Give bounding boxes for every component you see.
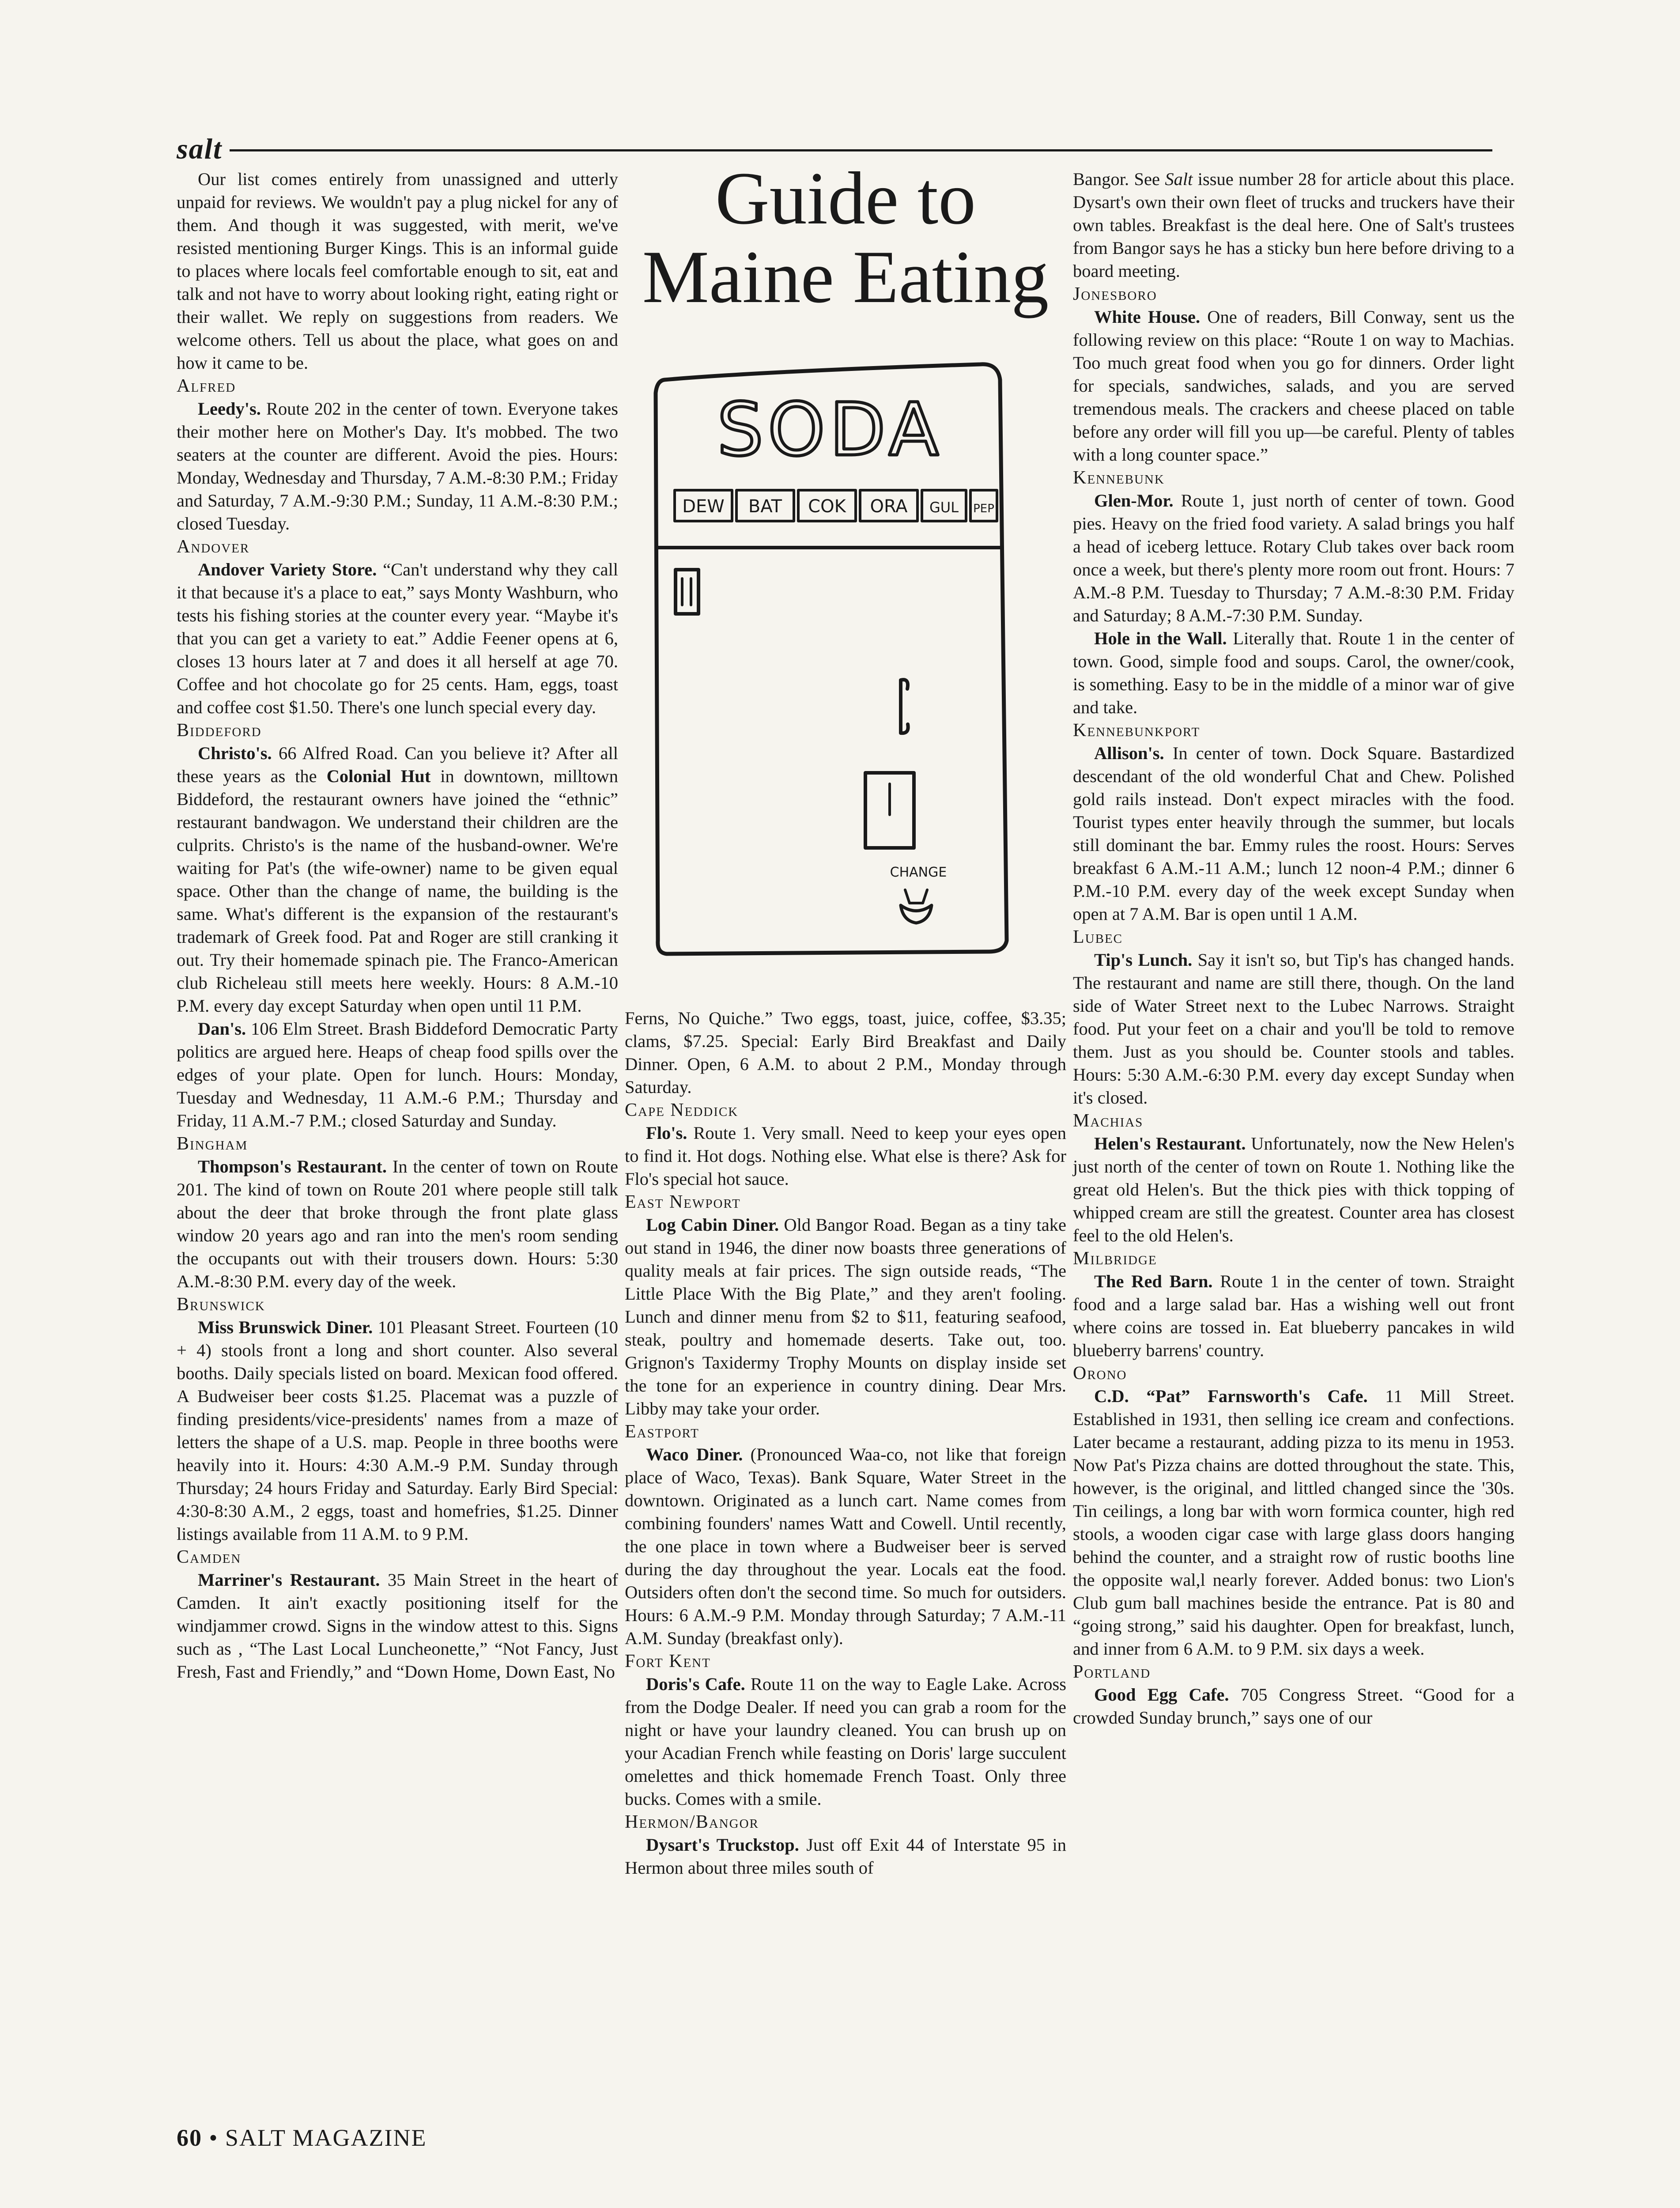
town-heading: Camden bbox=[177, 1547, 242, 1567]
listing-text: “Can't understand why they call it that because it's a place to eat,” says Monty Washburn, who tests his fishing stories at the counter every year. “Maybe it's that you can get a variety to eat.” Addie Feener opens at 6, closes 13 hours later at 7 and does it all herself at age 70. Coffee and hot chocolate go for 25 cents. Ham, eggs, toast and coffee cost $1.50. There's one lunch special every day. bbox=[177, 560, 618, 717]
listing bbox=[625, 1834, 1066, 1879]
restaurant-name: Flo's. bbox=[646, 1123, 687, 1143]
soda-sign-text: SODA bbox=[717, 387, 943, 472]
column-2 bbox=[625, 1007, 1066, 1879]
listing-continued bbox=[1073, 168, 1514, 283]
page-title bbox=[631, 159, 1060, 316]
slot-label: COK bbox=[808, 496, 846, 517]
listing bbox=[1073, 306, 1514, 466]
restaurant-name: Hole in the Wall. bbox=[1094, 628, 1227, 648]
listing bbox=[177, 1316, 618, 1546]
restaurant-name: Leedy's. bbox=[198, 399, 261, 419]
listing-text: in downtown, milltown Biddeford, the restaurant owners have joined the “ethnic” restaurant bandwagon. We understand their children are the culprits. Christo's is the name of the husband-owner. We're waiting for Pat's (the wife-owner) name to be given equal space. Other than the change of name, the building is the same. What's different is the expansion of the restaurant's trademark of Greek food. Pat and Roger are still cranking it out. Try their homemade spinach pie. The Franco-American club Richeleau still meets here weekly. Hours: 8 A.M.-10 P.M. every day except Saturday when open until 11 P.M. bbox=[177, 766, 618, 1016]
listing-text: One of readers, Bill Conway, sent us the following review on this place: “Route 1 on way to Machias. Too much great food when you go for dinners. Order light for specials, sandwiches, salads, and you are served tremendous meals. The crackers and cheese placed on table before any order will fill you up—be careful. Plenty of tables with a long counter space.” bbox=[1073, 307, 1514, 465]
listing-continued: Ferns, No Quiche.” Two eggs, toast, juice, coffee, $3.35; clams, $7.25. Special: Early Bird Breakfast and Daily Dinner. Open, 6 A.M. to about 2 P.M., Monday through Saturday. bbox=[625, 1008, 1066, 1097]
listing bbox=[1073, 742, 1514, 926]
listing-text: Bangor. See bbox=[1073, 169, 1165, 189]
listing bbox=[625, 1214, 1066, 1420]
restaurant-name: Christo's. bbox=[198, 743, 272, 763]
town-heading: Kennebunkport bbox=[1073, 720, 1201, 741]
listing-text: (Pronounced Waa-co, not like that foreign place of Waco, Texas). Bank Square, Water Street in the downtown. Originated as a lunch cart. Name comes from combining founders' names Watt and Cowell. Until recently, the one place in town where a Budweiser beer is served during the day throughout the year. Locals eat the food. Outsiders often don't the second time. So much for outsiders. Hours: 6 A.M.-9 P.M. Monday through Saturday; 7 A.M.-11 A.M. Sunday (breakfast only). bbox=[625, 1444, 1067, 1648]
masthead: salt bbox=[177, 133, 223, 165]
listing bbox=[1073, 1683, 1514, 1729]
restaurant-name: Dysart's Truckstop. bbox=[646, 1835, 799, 1855]
restaurant-name: Tip's Lunch. bbox=[1094, 950, 1193, 970]
slot-label: PEP bbox=[973, 502, 994, 515]
town-heading: Brunswick bbox=[177, 1294, 265, 1315]
listing-text: Route 1. Very small. Need to keep your eyes open to find it. Hot dogs. Nothing else. What else is there? Ask for Flo's special hot sauce. bbox=[625, 1123, 1066, 1189]
listing bbox=[177, 742, 618, 1017]
listing bbox=[1073, 1385, 1514, 1660]
page-number: 60 bbox=[177, 2125, 202, 2151]
listing-text: 705 Congress Street. “Good for a crowded Sunday brunch,” says one of our bbox=[1073, 1685, 1515, 1728]
slot-label: BAT bbox=[748, 496, 782, 517]
listing bbox=[177, 397, 618, 535]
listing bbox=[177, 558, 618, 719]
listing-text: Just off Exit 44 of Interstate 95 in Hermon about three miles south of bbox=[625, 1835, 1066, 1878]
town-heading: Bingham bbox=[177, 1134, 248, 1154]
listing bbox=[1073, 1132, 1514, 1247]
publication-name: SALT MAGAZINE bbox=[225, 2125, 427, 2151]
listing bbox=[177, 1155, 618, 1293]
listing bbox=[1073, 489, 1514, 627]
listing-text: Literally that. Route 1 in the center of town. Good, simple food and soups. Carol, the owner/cook, is something. Easy to be in the middle of a minor war of give and take. bbox=[1073, 628, 1514, 717]
listing-text: 11 Mill Street. Established in 1931, then selling ice cream and confections. Later became a restaurant, adding pizza to its menu in 1953. Now Pat's Pizza chains are dotted throughout the state. This, however, is the original, and littled changed since the '30s. Tin ceilings, a long bar with worn formica counter, high red stools, a wooden cigar case with large glass doors hanging behind the counter, and a straight row of rustic booths line the opposite wal,l nearly forever. Added bonus: two Lion's Club gum ball machines beside the entrance. Pat is 80 and “going strong,” said his daughter. Open for breakfast, lunch, and inner from 6 A.M. to 9 P.M. six days a week. bbox=[1073, 1386, 1514, 1659]
listing-text: Say it isn't so, but Tip's has changed hands. The restaurant and name are still there, though. On the land side of Water Street next to the Lubec Narrows. Straight food. Put your feet on a chair and you'll be told to remove them. Just as you should be. Counter stools and tables. Hours: 5:30 A.M.-6:30 P.M. every day except Sunday when it's closed. bbox=[1073, 950, 1514, 1108]
soda-machine-illustration bbox=[636, 353, 1060, 972]
publication-name: Salt bbox=[1165, 169, 1193, 189]
intro-paragraph: Our list comes entirely from unassigned and utterly unpaid for reviews. We wouldn't pay a plug nickel for any of them. And though it was suggested, with merit, we've resisted mentioning Burger Kings. This is an informal guide to places where locals feel comfortable enough to sit, eat and talk and not have to worry about looking right, eating right or their wallet. We reply on suggestions from readers. We welcome others. Tell us about the place, what goes on and how it came to be. bbox=[177, 169, 618, 373]
restaurant-name: Glen-Mor. bbox=[1094, 491, 1174, 510]
listing bbox=[625, 1673, 1066, 1811]
restaurant-name: C.D. “Pat” Farnsworth's Cafe. bbox=[1094, 1386, 1368, 1406]
town-heading: East Newport bbox=[625, 1192, 741, 1212]
change-label: CHANGE bbox=[890, 865, 947, 880]
listing-text: In the center of town on Route 201. The kind of town on Route 201 where people still talk about the deer that broke through the front plate glass window 20 years ago and ran into the men's room sending the occupants out with their trousers down. Hours: 5:30 A.M.-8:30 P.M. every day of the week. bbox=[177, 1157, 618, 1291]
listing bbox=[1073, 1270, 1514, 1362]
title-line-1: Guide to bbox=[715, 157, 976, 240]
slot-label: GUL bbox=[929, 499, 959, 516]
slot-label: DEW bbox=[682, 496, 725, 517]
listing bbox=[625, 1443, 1066, 1650]
listing-text: issue number 28 for article about this place. Dysart's own their own fleet of trucks and truckers have their own tables. Breakfast is the deal here. One of Salt's trustees from Bangor says he has a sticky bun here before driving to a board meeting. bbox=[1073, 169, 1514, 281]
listing bbox=[1073, 627, 1514, 719]
listing-text: Route 1 in the center of town. Straight food and a large salad bar. Has a wishing well out front where coins are tossed in. Eat blueberry pancakes in wild blueberry barrens' country. bbox=[1073, 1271, 1514, 1360]
town-heading: Cape Neddick bbox=[625, 1100, 739, 1120]
restaurant-name: Thompson's Restaurant. bbox=[198, 1157, 387, 1176]
listing-text: In center of town. Dock Square. Bastardized descendant of the old wonderful Chat and Chew. Polished gold rails instead. Don't expect miracles with the food. Tourist types enter heavily through the summer, but locals still dominant the bar. Emmy rules the roost. Hours: Serves breakfast 6 A.M.-11 A.M.; lunch 12 noon-4 P.M.; dinner 6 P.M.-10 P.M. every day of the week except Sunday when open at 7 A.M. Bar is open until 1 A.M. bbox=[1073, 743, 1514, 924]
title-line-2: Maine Eating bbox=[642, 235, 1049, 318]
column-3 bbox=[1073, 168, 1514, 1729]
listing-text: 35 Main Street in the heart of Camden. It ain't exactly positioning itself for the windjammer crowd. Signs in the window attest to this. Signs such as , “The Last Local Luncheonette,” “Not Fancy, Just Fresh, Fast and Friendly,” and “Down Home, Down East, No bbox=[177, 1570, 618, 1682]
restaurant-name: Allison's. bbox=[1094, 743, 1164, 763]
listing bbox=[1073, 949, 1514, 1109]
restaurant-name: Doris's Cafe. bbox=[646, 1674, 745, 1694]
town-heading: Kennebunk bbox=[1073, 468, 1165, 488]
town-heading: Milbridge bbox=[1073, 1248, 1157, 1269]
restaurant-name: Colonial Hut bbox=[326, 766, 431, 786]
listing-text: 106 Elm Street. Brash Biddeford Democratic Party politics are argued here. Heaps of cheap food spills over the edges of your plate. Open for lunch. Hours: Monday, Tuesday and Wednesday, 11 A.M.-6 P.M.; Thursday and Friday, 11 A.M.-7 P.M.; closed Saturday and Sunday. bbox=[177, 1019, 618, 1130]
listing-text: Route 1, just north of center of town. Good pies. Heavy on the fried food variety. A salad brings you half a head of iceberg lettuce. Rotary Club takes over back room once a week, but there's plenty more room out front. Hours: 7 A.M.-8 P.M. Tuesday to Thursday; 7 A.M.-8:30 P.M. Friday and Saturday; 8 A.M.-7:30 P.M. Sunday. bbox=[1073, 491, 1514, 625]
town-heading: Eastport bbox=[625, 1422, 699, 1442]
restaurant-name: Marriner's Restaurant. bbox=[198, 1570, 380, 1590]
town-heading: Jonesboro bbox=[1073, 284, 1157, 304]
slot-label: ORA bbox=[870, 496, 908, 517]
listing bbox=[625, 1122, 1066, 1191]
column-1 bbox=[177, 168, 618, 1683]
town-heading: Fort Kent bbox=[625, 1651, 711, 1671]
listing bbox=[177, 1017, 618, 1132]
town-heading: Lubec bbox=[1073, 927, 1123, 947]
restaurant-name: The Red Barn. bbox=[1094, 1271, 1213, 1291]
town-heading: Machias bbox=[1073, 1111, 1144, 1131]
listing-text: 101 Pleasant Street. Fourteen (10 + 4) stools front a long and short counter. Also several booths. Daily specials listed on board. Mexican food offered. A Budweiser beer costs $1.25. Placemat was a puzzle of finding presidents/vice-presidents' names from a maze of letters the shape of a U.S. map. People in three booths were heavily into it. Hours: 4:30 A.M.-9 P.M. Sunday through Thursday; 24 hours Friday and Saturday. Early Bird Special: 4:30-8:30 A.M., 2 eggs, toast and homefries, $1.25. Dinner listings available from 11 A.M. to 9 P.M. bbox=[177, 1317, 618, 1544]
header-rule bbox=[230, 149, 1492, 151]
footer-bullet: • bbox=[209, 2125, 219, 2151]
restaurant-name: Dan's. bbox=[198, 1019, 246, 1039]
restaurant-name: Helen's Restaurant. bbox=[1094, 1134, 1246, 1153]
listing-text: 66 Alfred Road. Can you believe it? After all these years as the bbox=[177, 743, 618, 786]
town-heading: Alfred bbox=[177, 376, 236, 396]
page-footer bbox=[177, 2124, 427, 2151]
town-heading: Portland bbox=[1073, 1662, 1151, 1682]
restaurant-name: Log Cabin Diner. bbox=[646, 1215, 779, 1235]
town-heading: Biddeford bbox=[177, 720, 262, 741]
town-heading: Orono bbox=[1073, 1363, 1127, 1384]
town-heading: Hermon/Bangor bbox=[625, 1812, 759, 1832]
restaurant-name: Miss Brunswick Diner. bbox=[198, 1317, 373, 1337]
listing-text: Route 11 on the way to Eagle Lake. Across from the Dodge Dealer. If need you can grab a room for the night or have your laundry cleaned. You can brush up on your Acadian French while feasting on Doris' large succulent omelettes and thick homemade French Toast. Only three bucks. Comes with a smile. bbox=[625, 1674, 1067, 1809]
listing-text: Old Bangor Road. Began as a tiny take out stand in 1946, the diner now boasts three generations of quality meals at fair prices. The sign outside reads, “The Little Place With the Big Plate,” and they aren't fooling. Lunch and dinner menu from $2 to $11, featuring seafood, steak, poultry and homemade deserts. Take out, too. Grignon's Taxidermy Trophy Mounts on display inside set the tone for an experience in country dining. Dear Mrs. Libby may take your order. bbox=[625, 1215, 1066, 1418]
listing-text: Unfortunately, now the New Helen's just north of the center of town on Route 1. Nothing like the great old Helen's. But the thick pies with thick topping of whipped cream are still the greatest. Counter area has closest feel to the old Helen's. bbox=[1073, 1134, 1514, 1245]
restaurant-name: White House. bbox=[1094, 307, 1201, 327]
restaurant-name: Waco Diner. bbox=[646, 1444, 743, 1464]
restaurant-name: Andover Variety Store. bbox=[198, 560, 377, 579]
town-heading: Andover bbox=[177, 537, 250, 557]
listing-text: Route 202 in the center of town. Everyone takes their mother here on Mother's Day. It's mobbed. The two seaters at the counter are different. Avoid the pies. Hours: Monday, Wednesday and Thursday, 7 A.M.-8:30 P.M.; Friday and Saturday, 7 A.M.-9:30 P.M.; Sunday, 11 A.M.-8:30 P.M.; closed Tuesday. bbox=[177, 399, 618, 533]
restaurant-name: Good Egg Cafe. bbox=[1094, 1685, 1229, 1705]
listing bbox=[177, 1569, 618, 1683]
